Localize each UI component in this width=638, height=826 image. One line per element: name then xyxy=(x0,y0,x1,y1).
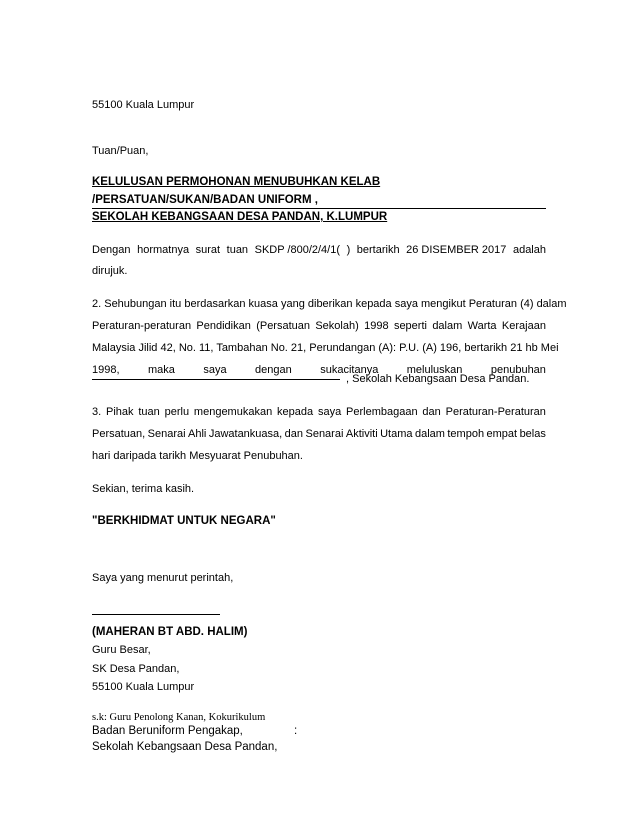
word: Peraturan-peraturan xyxy=(92,320,192,332)
word: belas xyxy=(519,428,546,440)
word: dalam xyxy=(432,320,463,332)
word: 1998, xyxy=(92,364,120,376)
para2-line-5: , Sekolah Kebangsaan Desa Pandan. xyxy=(346,373,530,385)
cc-line-2-colon: : xyxy=(294,725,298,737)
word: Senarai xyxy=(305,428,344,440)
address-top: 55100 Kuala Lumpur xyxy=(92,99,195,111)
word: Jawatankuasa, xyxy=(208,428,283,440)
signatory-name: (MAHERAN BT ABD. HALIM) xyxy=(92,626,248,638)
heading-line-2: /PERSATUAN/SUKAN/BADAN UNIFORM , xyxy=(92,194,318,206)
para1-line-1 xyxy=(92,243,546,257)
word: adalah xyxy=(512,244,546,256)
word: kepada xyxy=(277,406,314,418)
word: Peraturan-Peraturan xyxy=(445,406,546,418)
word: maka xyxy=(147,364,175,376)
word: Ahli xyxy=(188,428,207,440)
word: Persatuan, xyxy=(92,428,146,440)
word: hormatnya xyxy=(137,244,190,256)
signatory-title: Guru Besar, xyxy=(92,644,151,656)
para2-line-1: 2. Sehubungan itu berdasarkan kuasa yang diberikan kepada saya mengikut Peraturan (4) dalam xyxy=(92,298,567,310)
word: surat xyxy=(195,244,221,256)
word: dan xyxy=(284,428,304,440)
word: meluluskan xyxy=(406,364,463,376)
word: tuan xyxy=(226,244,249,256)
salutation: Tuan/Puan, xyxy=(92,145,149,157)
word: saya xyxy=(203,364,227,376)
word: Sekolah) xyxy=(315,320,359,332)
word: ) xyxy=(346,244,351,256)
word: penubuhan xyxy=(490,364,546,376)
signoff-text: Saya yang menurut perintah, xyxy=(92,572,234,584)
word: Pihak xyxy=(106,406,134,418)
word: dalam xyxy=(414,428,445,440)
word: Aktiviti xyxy=(345,428,378,440)
signature-line xyxy=(92,614,220,615)
word: Kerajaan xyxy=(501,320,546,332)
word: (Persatuan xyxy=(256,320,310,332)
signatory-address: 55100 Kuala Lumpur xyxy=(92,681,195,693)
heading-line-3: SEKOLAH KEBANGSAAN DESA PANDAN, K.LUMPUR xyxy=(92,211,388,223)
word: mengemukakan xyxy=(193,406,273,418)
cc-line-2: Badan Beruniform Pengakap, xyxy=(92,725,243,737)
word: Perlembagaan xyxy=(346,406,418,418)
para2-line-3: Malaysia Jilid 42, No. 11, Tambahan No. 21, Perundangan (A): P.U. (A) 196, bertarikh 21 hb Mei xyxy=(92,342,559,354)
para2-line-2 xyxy=(92,319,546,333)
para3-line-2 xyxy=(92,427,546,441)
word: seperti xyxy=(393,320,427,332)
motto: "BERKHIDMAT UNTUK NEGARA" xyxy=(92,515,276,527)
cc-line-3: Sekolah Kebangsaan Desa Pandan, xyxy=(92,741,278,753)
cc-line-1: s.k: Guru Penolong Kanan, Kokurikulum xyxy=(92,712,266,723)
word: Senarai xyxy=(147,428,186,440)
word: dengan xyxy=(255,364,292,376)
word: sukacitanya xyxy=(320,364,379,376)
blank-fill-line xyxy=(92,379,340,380)
word: Utama xyxy=(380,428,413,440)
word: 3. xyxy=(92,406,102,418)
word: Dengan xyxy=(92,244,131,256)
word: perlu xyxy=(164,406,190,418)
signatory-school: SK Desa Pandan, xyxy=(92,663,180,675)
word: saya xyxy=(317,406,342,418)
word: bertarikh xyxy=(356,244,400,256)
word: empat xyxy=(486,428,518,440)
word: 1998 xyxy=(364,320,389,332)
word: Pendidikan xyxy=(196,320,251,332)
date: 26 DISEMBER 2017 xyxy=(406,244,507,256)
word: tempoh xyxy=(447,428,485,440)
word: dan xyxy=(422,406,441,418)
heading-line-1: KELULUSAN PERMOHONAN MENUBUHKAN KELAB xyxy=(92,176,381,188)
para1-line-2: dirujuk. xyxy=(92,265,128,277)
heading-underline xyxy=(92,208,546,209)
para3-line-1 xyxy=(92,405,546,419)
closing-text: Sekian, terima kasih. xyxy=(92,483,195,495)
word: tuan xyxy=(138,406,160,418)
reference-number: SKDP /800/2/4/1( xyxy=(254,244,341,256)
para3-line-3: hari daripada tarikh Mesyuarat Penubuhan. xyxy=(92,450,303,462)
word: Warta xyxy=(467,320,497,332)
